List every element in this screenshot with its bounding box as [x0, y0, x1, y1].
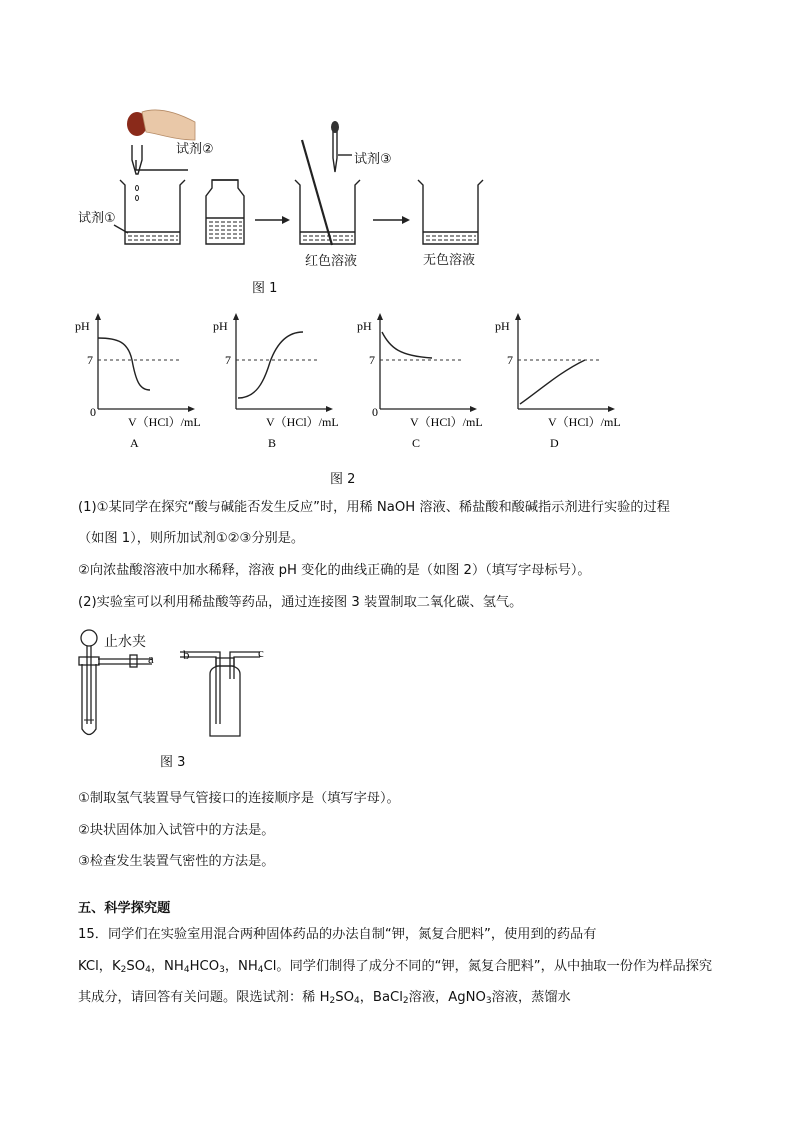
- y-axis-arrow: [95, 313, 101, 320]
- y-axis-arrow: [515, 313, 521, 320]
- q2-line-1: ①制取氢气装置导气管接口的连接顺序是（填写字母）。: [78, 791, 400, 806]
- beaker-red: [295, 180, 360, 244]
- q15-line-1: 15．同学们在实验室用混合两种固体药品的办法自制“钾，氮复合肥料”，使用到的药品有: [78, 927, 597, 942]
- label-reagent-1: 试剂①: [78, 211, 116, 226]
- label-port-c: c: [258, 645, 264, 660]
- tick-7: 7: [369, 353, 375, 367]
- q1-line-4: (2)实验室可以利用稀盐酸等药品，通过连接图 3 装置制取二氧化碳、氢气。: [78, 595, 523, 610]
- origin-label: 0: [90, 405, 96, 419]
- bottle-stopper: [216, 658, 234, 666]
- x-axis-arrow: [188, 406, 195, 412]
- ph-curve: [520, 360, 585, 404]
- label-colorless-solution: 无色溶液: [423, 253, 476, 268]
- water-clamp: [130, 655, 137, 667]
- glass-rod: [302, 140, 332, 245]
- x-axis-arrow: [326, 406, 333, 412]
- x-axis-label: V（HCl）/mL: [128, 415, 201, 429]
- q1-line-2: （如图 1），则所加试剂①②③分别是。: [78, 531, 305, 546]
- label-port-b: b: [183, 647, 190, 662]
- q15-line-2: KCl，$K_2SO_4$，$NH_4HCO_3$，$NH_4Cl$。同学们制得了成分不同的“钾，氮复合肥料”，从中抽取一份作为样品探究: [78, 959, 713, 975]
- ph-chart-A: [75, 313, 201, 450]
- q1-line-3: ②向浓盐酸溶液中加水稀释，溶液 pH 变化的曲线正确的是（如图 2）（填写字母标号）。: [78, 563, 591, 578]
- x-axis-arrow: [470, 406, 477, 412]
- chart-letter: C: [412, 436, 421, 450]
- y-axis-label: pH: [357, 319, 372, 333]
- label-water-clamp: 止水夹: [104, 634, 146, 650]
- y-axis-label: pH: [495, 319, 510, 333]
- ph-curve: [382, 332, 432, 358]
- ph-curve: [238, 332, 303, 398]
- section-5-title: 五、科学探究题: [78, 901, 171, 916]
- label-port-a: a: [148, 651, 154, 666]
- figure-3-caption: 图 3: [160, 755, 186, 770]
- q15-line-3: 其成分，请回答有关问题。限选试剂：稀 $H_2SO_4$，BaCl$_2$溶液，AgNO$_3$溶液，蒸馏水: [78, 990, 571, 1006]
- figure-1-caption: 图 1: [252, 281, 278, 296]
- funnel-bulb: [81, 630, 97, 646]
- chart-letter: D: [550, 436, 559, 450]
- tick-7: 7: [225, 353, 231, 367]
- test-tube: [82, 664, 96, 735]
- x-axis-arrow: [608, 406, 615, 412]
- ph-curve: [98, 338, 150, 390]
- x-axis-label: V（HCl）/mL: [410, 415, 483, 429]
- y-axis-arrow: [377, 313, 383, 320]
- rubber-stopper: [79, 657, 99, 665]
- y-axis-label: pH: [213, 319, 228, 333]
- q1-line-1: (1)①某同学在探究“酸与碱能否发生反应”时，用稀 NaOH 溶液、稀盐酸和酸碱指示剂进行实验的过程: [78, 500, 670, 515]
- origin-label: 0: [372, 405, 378, 419]
- dropper-3: [333, 130, 337, 172]
- x-axis-label: V（HCl）/mL: [266, 415, 339, 429]
- label-reagent-2: 试剂②: [176, 142, 214, 157]
- figure-3-apparatus: [70, 624, 290, 744]
- tick-7: 7: [87, 353, 93, 367]
- ph-chart-D: [495, 313, 621, 450]
- figure-2-ph-charts: [70, 312, 640, 462]
- tick-7: 7: [507, 353, 513, 367]
- beaker-1: [120, 180, 185, 244]
- q2-line-2: ②块状固体加入试管中的方法是。: [78, 823, 275, 838]
- figure-1-apparatus: [70, 100, 510, 300]
- chart-letter: B: [268, 436, 277, 450]
- label-red-solution: 红色溶液: [305, 254, 358, 269]
- chart-letter: A: [130, 436, 139, 450]
- x-axis-label: V（HCl）/mL: [548, 415, 621, 429]
- y-axis-arrow: [233, 313, 239, 320]
- ph-chart-B: [213, 313, 339, 450]
- ph-chart-C: [357, 313, 483, 450]
- gas-wash-bottle: [210, 666, 240, 736]
- y-axis-label: pH: [75, 319, 90, 333]
- hand-icon: [142, 110, 195, 140]
- beaker-colorless: [418, 180, 483, 244]
- label-reagent-3: 试剂③: [354, 152, 392, 167]
- figure-2-caption: 图 2: [330, 472, 356, 487]
- q2-line-3: ③检查发生装置气密性的方法是。: [78, 854, 275, 869]
